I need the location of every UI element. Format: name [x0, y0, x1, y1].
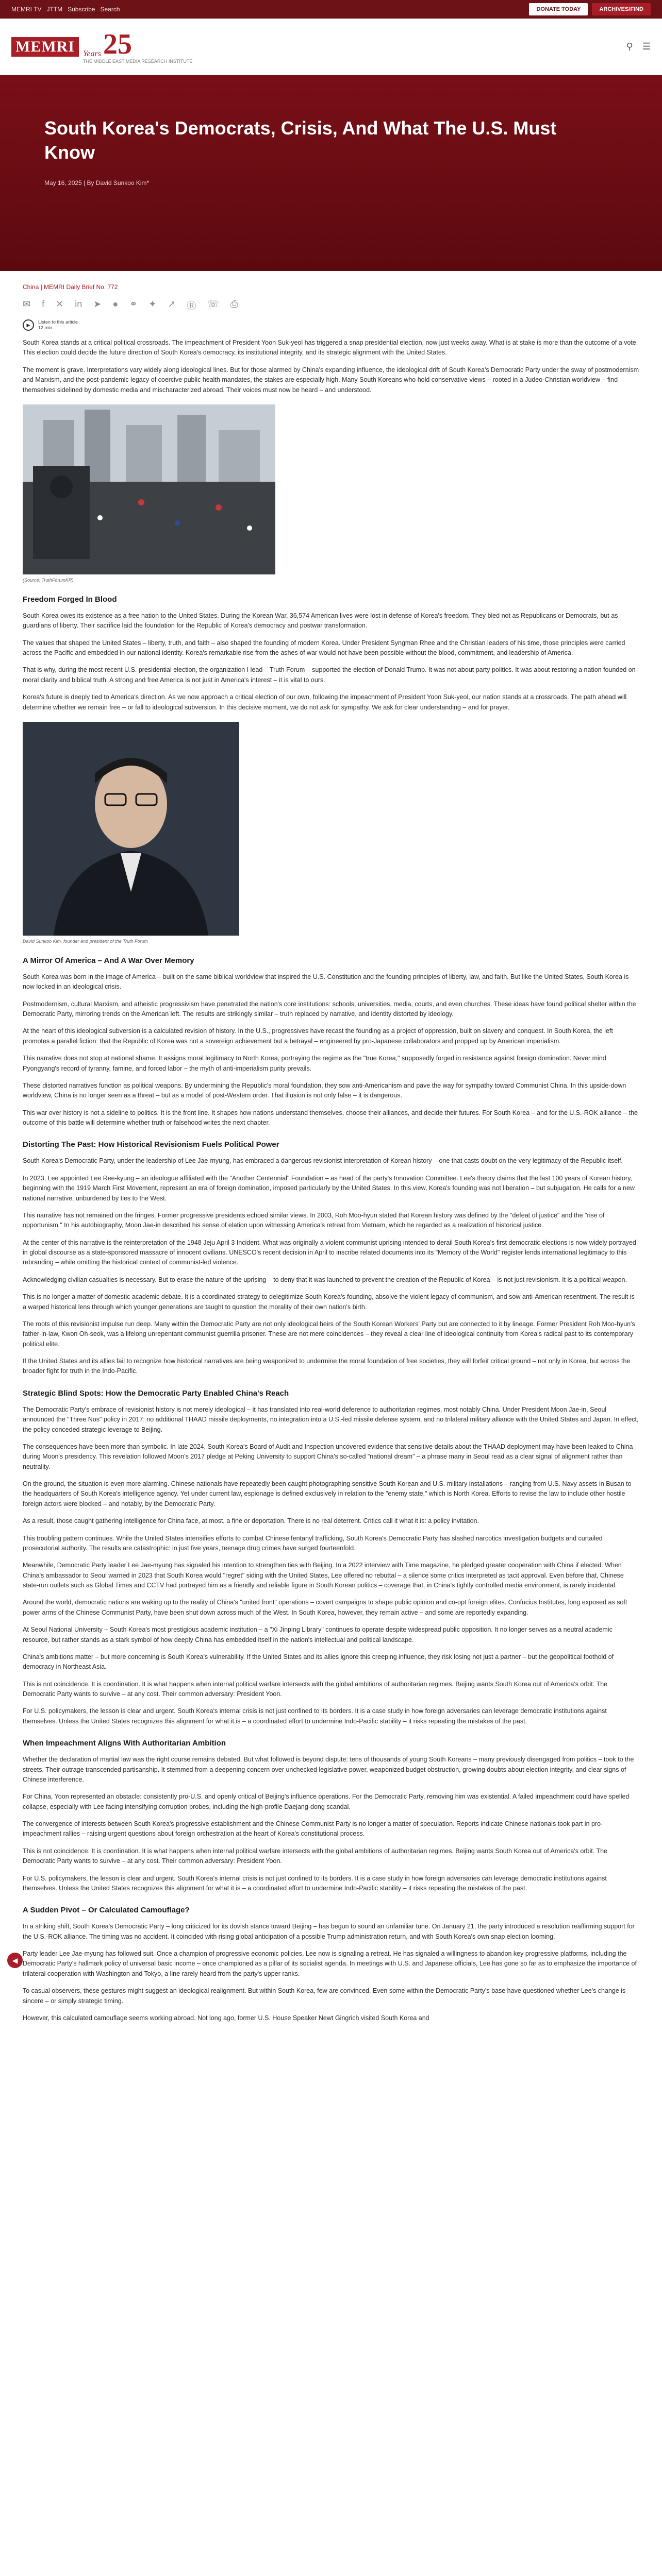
- paragraph: For U.S. policymakers, the lesson is clear and urgent. South Korea's internal crisis is not just confined to its borders. It is a case study in how foreign adversaries can leverage democratic institutions against themselves. Unless the United States recognizes this alignment for what it is – a coordinated effort to undermine Indo-Pacific stability – it risks repeating the mistakes of the past.: [23, 1874, 607, 1892]
- paragraph: However, this calculated camouflage seems working abroad. Not long ago, former U.S. House Speaker Newt Gingrich visited South Korea and: [23, 2014, 429, 2022]
- section-heading: Strategic Blind Spots: How the Democratic Party Enabled China's Reach: [23, 1388, 289, 1398]
- paragraph: The moment is grave. Interpretations vary widely along ideological lines. But for those alarmed by China's expanding influence, the ideological drift of South Korea's Democratic Party under the sway of postmodernism and Marxism, and the post-pandemic legacy of coercive public health mandates, the stakes are especially high. Many South Koreans who hold conservative views – rooted in a Judeo-Christian worldview – find themselves sidelined by domestic media and mischaracterized abroad. Their voices must now be heard – and understood.: [23, 366, 639, 394]
- paragraph: South Korea was born in the image of America – built on the same biblical worldview that inspired the U.S. Constitution and the founding principles of liberty, law, and faith. But like the United States, South Korea is now locked in an ideological crisis.: [23, 973, 629, 991]
- paragraph: For U.S. policymakers, the lesson is clear and urgent. South Korea's internal crisis is not just confined to its borders. It is a case study in how foreign adversaries can leverage democratic institutions against themselves. Unless the United States recognizes this alignment for what it is – a coordinated effort to undermine Indo-Pacific stability – it risks repeating the mistakes of the past.: [23, 1707, 607, 1725]
- facebook-icon[interactable]: f: [42, 299, 45, 309]
- paragraph: In a striking shift, South Korea's Democratic Party – long criticized for its dovish stance toward Beijing – has begun to sound an unfamiliar tune. On January 21, the party introduced a resolution reaffirming support for the U.S.-ROK alliance. The timing was no accident. It coincided with rising global anticipation of a possible Trump administration return, and with South Korea's own snap election looming.: [23, 1923, 635, 1940]
- hero-banner: [0, 75, 662, 271]
- author-photo-illustration: [23, 722, 239, 936]
- section-heading: A Sudden Pivot – Or Calculated Camouflage?: [23, 1906, 190, 1915]
- paragraph: In 2023, Lee appointed Lee Ree-kyung – an ideologue affiliated with the "Another Centennial" Foundation – as head of the party's Innovation Committee. Lee's theory claims that the last 100 years of Korean history, beginning with the 1919 March First Movement, represent an era of foreign domination, imposed particularly by the United States. In this view, Korea's founding was not liberation – but subjugation. He calls for a new national narrative, unburdened by ties to the West.: [23, 1174, 635, 1202]
- paragraph: China's ambitions matter – but more concerning is South Korea's vulnerability. If the United States and its allies ignore this creeping influence, they risk losing not just a partner – but the geopolitical foothold of democracy in Northeast Asia.: [23, 1653, 614, 1671]
- paragraph: The convergence of interests between South Korea's progressive establishment and the Chinese Communist Party is no longer a matter of speculation. Reports indicate Chinese nationals took part in pro-impeachment rallies – raising urgent questions about foreign orchestration at the heart of Korea's constitutional process.: [23, 1820, 603, 1838]
- paragraph: Acknowledging civilian casualties is necessary. But to erase the nature of the uprising – to deny that it was launched to prevent the creation of the Republic of Korea – is not just revisionism. It is a political weapon.: [23, 1276, 627, 1283]
- share-row: [23, 299, 639, 312]
- reddit-icon[interactable]: ●: [112, 299, 119, 309]
- rally-photo-illustration: [23, 404, 275, 574]
- paragraph: South Korea's Democratic Party, under the leadership of Lee Jae-myung, has embraced a dangerous revisionist interpretation of Korean history – one that casts doubt on the very legitimacy of the Republic itself.: [23, 1157, 623, 1165]
- logo-years: Years: [82, 49, 101, 58]
- paragraph: South Korea stands at a critical political crossroads. The impeachment of President Yoon Suk-yeol has triggered a snap presidential election, now just weeks away. What is at stake is more than the outcome of a vote. This election could decide the future direction of South Korea's democracy, its institutional integrity, and its strategic alignment with the United States.: [23, 339, 638, 357]
- gettr-icon[interactable]: ✦: [148, 299, 157, 309]
- utility-links: [11, 6, 120, 13]
- paragraph: To casual observers, these gestures might suggest an ideological realignment. But within South Korea, few are convinced. Even some within the Democratic Party's base have questioned whether Lee's change is sincere – or simply strategic timing.: [23, 1987, 626, 2005]
- paragraph: At the heart of this ideological subversion is a calculated revision of history. In the U.S., progressives have recast the founding as a project of oppression, built on slavery and conquest. In South Korea, the left promotes a parallel fiction: that the Republic of Korea was not a sovereign achievement but a betrayal – engineered by pro-Japanese collaborators and propped up by American imperialism.: [23, 1027, 613, 1045]
- paragraph: Meanwhile, Democratic Party leader Lee Jae-myung has signaled his intention to strengthen ties with Beijing. In a 2022 interview with Time magazine, he pledged greater cooperation with China if elected. When China's ambassador to Seoul warned in 2023 that South Korea would "regret" siding with the United States, Lee offered no rebuttal – a silence some critics interpreted as tacit approval. Even before that, Chinese state-run outlets such as Global Times and CCTV had portrayed him as a friendly and reliable figure in South Korean politics – coverage that, in China's tightly controlled media environment, is rarely incidental.: [23, 1562, 624, 1589]
- section-heading: A Mirror Of America – And A War Over Memory: [23, 956, 194, 965]
- telegram-icon[interactable]: ➤: [93, 299, 102, 309]
- article-body: [0, 271, 662, 2023]
- whatsapp-icon[interactable]: ☏: [207, 299, 219, 309]
- breadcrumb[interactable]: China | MEMRI Daily Brief No. 772: [23, 283, 118, 291]
- paragraph: This is no longer a matter of domestic academic debate. It is a coordinated strategy to delegitimize South Korea's founding, absolve the violent legacy of communism, and sow anti-American resentment. The result is a warped historical lens through which younger generations are taught to question the morality of their own nation's birth.: [23, 1293, 635, 1311]
- paragraph: This is not coincidence. It is coordination. It is what happens when internal political warfare intersects with the global ambitions of authoritarian regimes. Beijing wants South Korea out of America's orbit. The Democratic Party wants to survive – at any cost. Their common adversary: President Yoon.: [23, 1847, 607, 1865]
- paragraph: Whether the declaration of martial law was the right course remains debated. But what followed is beyond dispute: tens of thousands of young South Koreans – many previously disengaged from politics – took to the streets. Their outrage transcended partisanship. It stemmed from a deepening concern over unchecked legislative power, weaponized budget obstruction, growing doubts about election integrity, and clear signs of Chinese interference.: [23, 1756, 634, 1783]
- paragraph: This narrative does not stop at national shame. It assigns moral legitimacy to North Korea, portraying the regime as the "true Korea," supposedly forged in resistance against foreign domination. Never mind Pyongyang's record of tyranny, famine, and forced labor – the myth of anti-imperialism purity prevails.: [23, 1055, 606, 1072]
- page-title: South Korea's Democrats, Crisis, And What The U.S. Must Know: [44, 117, 557, 163]
- logo-25: 25: [103, 28, 132, 60]
- archives-button[interactable]: ARCHIVES/FIND: [592, 3, 651, 15]
- paragraph: Around the world, democratic nations are waking up to the reality of China's "united front" operations – covert campaigns to shape public opinion and co-opt foreign elites. Confucius Institutes, long exposed as soft power arms of the Chinese Communist Party, have been shut down across much of the West. In South Korea, however, they remain active – and some are reportedly expanding.: [23, 1599, 627, 1616]
- paragraph: The values that shaped the United States – liberty, truth, and faith – also shaped the founding of modern Korea. Under President Syngman Rhee and the Christian leaders of his time, those principles were carried across the Pacific and embedded in our national identity. Korea's remarkable rise from the ashes of war would not have been possible without the blood, commitment, and leadership of America.: [23, 639, 625, 656]
- util-link-memri-tv[interactable]: MEMRI TV: [11, 6, 42, 13]
- paragraph: That is why, during the most recent U.S. presidential election, the organization I lead – Truth Forum – supported the election of Donald Trump. It was not about party politics. It was about restoring a nation founded on moral clarity and biblical truth. A strong and free America is not just in America's interest – it is vital to ours.: [23, 666, 636, 684]
- paragraph: Party leader Lee Jae-myung has followed suit. Once a champion of progressive economic policies, Lee now is signaling a retreat. He has signaled a willingness to abandon key progressive platforms, including the Democratic Party's hallmark policy of universal basic income – once championed as a pillar of its socialist agenda. In meetings with U.S. and Japanese officials, Lee has gone so far as to emphasize the importance of trilateral cooperation with Washington and Tokyo, a line rarely heard from the party's upper ranks.: [23, 1950, 637, 1977]
- paragraph: This war over history is not a sideline to politics. It is the front line. It shapes how nations understand themselves, choose their alliances, and decide their futures. For South Korea – and for the U.S.-ROK alliance – the outcome of this battle will determine whether truth or falsehood writes the next chapter.: [23, 1109, 638, 1126]
- x-icon[interactable]: ✕: [56, 299, 64, 309]
- link-icon[interactable]: ⚭: [129, 299, 138, 309]
- util-link-subscribe[interactable]: Subscribe: [68, 6, 95, 13]
- listen-label: Listen to this article: [38, 319, 78, 325]
- paragraph: This narrative has not remained on the fringes. Former progressive presidents echoed similar views. In 2003, Roh Moo-hyun stated that Korean history was defined by the "defeat of justice" and the "rise of opportunism." In his autobiography, Moon Jae-in described his sense of elation upon witnessing America's retreat from Vietnam, which he regarded as a realization of historical justice.: [23, 1211, 605, 1229]
- paragraph: The Democratic Party's embrace of revisionist history is not merely ideological – it has translated into real-world deference to authoritarian regimes, most notably China. Under President Moon Jae-in, Seoul announced the "Three Nos" policy in 2017: no additional THAAD missile deployments, no integration into a U.S.-led missile defense system, and no trilateral military alliance with the United States and Japan. In effect, the policy conceded strategic leverage to Beijing.: [23, 1405, 639, 1433]
- logo-brand: MEMRI: [11, 37, 79, 57]
- paragraph: For China, Yoon represented an obstacle: consistently pro-U.S. and openly critical of Beijing's influence operations. For the Democratic Party, removing him was existential. A failed impeachment could have spelled collapse, especially with Lee facing intensifying corruption probes, including the high-profile Daejang-dong scandal.: [23, 1793, 630, 1810]
- section-heading: Freedom Forged In Blood: [23, 595, 117, 604]
- paragraph: South Korea owes its existence as a free nation to the United States. During the Korean War, 36,574 American lives were lost in defense of Korea's freedom. They bled not as Republicans or Democrats, but as guardians of liberty. Their sacrifice laid the foundation for the Republic of Korea's democracy and postwar transformation.: [23, 612, 618, 630]
- previous-arrow-icon[interactable]: ◀: [7, 1953, 23, 1968]
- paragraph: These distorted narratives function as political weapons. By undermining the Republic's moral foundation, they sow anti-Americanism and pave the way for sympathy toward Communist China. In this upside-down worldview, China is no longer seen as a threat – but as a model of post-Western order. That illusion is not only false – it is dangerous.: [23, 1081, 626, 1099]
- paragraph: If the United States and its allies fail to recognize how historical narratives are being weaponized to undermine the moral foundation of free societies, they will forfeit critical ground – not only in Korea, but across the broader fight for truth in the Indo-Pacific.: [23, 1358, 631, 1375]
- paragraph: This troubling pattern continues. While the United States intensifies efforts to combat Chinese fentanyl trafficking, South Korea's Democratic Party has slashed narcotics investigation budgets and curtailed prosecutorial authority. The results are catastrophic: in just five years, teenage drug crimes have surged fourteenfold.: [23, 1534, 603, 1552]
- search-icon[interactable]: ⚲: [626, 41, 633, 52]
- paragraph: Korea's future is deeply tied to America's direction. As we now approach a critical election of our own, following the impeachment of President Yoon Suk-yeol, our nation stands at a crossroads. The path ahead will determine whether we remain free – or fall to ideological subversion. In this decisive moment, we do not ask for sympathy. We ask for clear understanding – and for prayer.: [23, 693, 627, 711]
- logo-bar: [0, 19, 662, 75]
- pinterest-icon[interactable]: Ⓡ: [187, 301, 196, 311]
- listen-widget[interactable]: [23, 319, 639, 331]
- linkedin-icon[interactable]: in: [75, 299, 82, 309]
- paragraph: The roots of this revisionist impulse run deep. Many within the Democratic Party are not only ideological heirs of the South Korean Workers' Party but are connected to it by lineage. Former President Roh Moo-hyun's father-in-law, Kwon Oh-seok, was a lifelong unrepentant communist guerrilla prisoner. These are not mere coincidences – they reveal a clear line of ideological continuity from Korea's radical past to its contemporary political elite.: [23, 1320, 635, 1348]
- memri-logo[interactable]: [11, 30, 192, 64]
- paragraph: This is not coincidence. It is coordination. It is what happens when internal political warfare intersects with the global ambitions of authoritarian regimes. Beijing wants South Korea out of America's orbit. The Democratic Party wants to survive – at any cost. Their common adversary: President Yoon.: [23, 1680, 607, 1698]
- paragraph: As a result, those caught gathering intelligence for China face, at most, a fine or deportation. There is no real deterrent. Critics call it what it is: a policy invitation.: [23, 1517, 479, 1525]
- print-icon[interactable]: ⎙: [230, 299, 238, 309]
- paragraph: Postmodernism, cultural Marxism, and atheistic progressivism have penetrated the nation's core institutions: schools, universities, media, courts, and even churches. These ideas have found political shelter within the Democratic Party, mirroring trends on the American left. The results are strikingly similar – truth replaced by narrative, and identity distorted by ideology.: [23, 1000, 636, 1018]
- section-heading: Distorting The Past: How Historical Revisionism Fuels Political Power: [23, 1140, 279, 1149]
- logo-tagline: THE MIDDLE EAST MEDIA RESEARCH INSTITUTE: [82, 58, 193, 64]
- listen-duration: 12 min: [38, 325, 53, 330]
- article-meta: May 16, 2025 | By David Sunkoo Kim*: [44, 179, 150, 187]
- utility-bar: [0, 0, 662, 19]
- section-heading: When Impeachment Aligns With Authoritarian Ambition: [23, 1739, 226, 1748]
- paragraph: The consequences have been more than symbolic. In late 2024, South Korea's Board of Audit and Inspection uncovered evidence that sensitive details about the THAAD deployment may have been leaked to China during Moon's presidency. This revelation followed Moon's 2017 pledge at Peking University to support China's so-called "national dream" – a phrase many in Seoul read as a clear signal of alignment rather than neutrality.: [23, 1443, 633, 1470]
- donate-button[interactable]: DONATE TODAY: [529, 3, 588, 15]
- play-icon[interactable]: ▶: [23, 319, 34, 331]
- image-caption: (Source: TruthForumKR): [23, 577, 74, 583]
- util-link-jttm[interactable]: JTTM: [46, 6, 63, 13]
- util-link-search[interactable]: Search: [100, 6, 120, 13]
- paragraph: At Seoul National University – South Korea's most prestigious academic institution – a "Xi Jinping Library" continues to operate despite widespread public opposition. It no longer serves as a neutral academic resource, but rather stands as a stark symbol of how deeply China has embedded itself in the nation's intellectual and political landscape.: [23, 1626, 613, 1643]
- share-icon[interactable]: ↗: [168, 299, 176, 309]
- paragraph: At the center of this narrative is the reinterpretation of the 1948 Jeju April 3 Incident. What was originally a violent communist uprising intended to derail South Korea's first democratic elections is now widely portrayed in global discourse as a state-sponsored massacre of innocent civilians. UNESCO's recent decision in April to inscribe related documents into its "Memory of the World" register lends international legitimacy to this rebranding – while omitting the historical context of communist-led violence.: [23, 1239, 636, 1266]
- rally-photo: [23, 404, 275, 574]
- menu-icon[interactable]: ☰: [642, 41, 651, 52]
- paragraph: On the ground, the situation is even more alarming. Chinese nationals have repeatedly been caught photographing sensitive South Korean and U.S. military installations – ranging from U.S. Navy assets in Busan to the headquarters of South Korea's intelligence agency. Yet under current law, espionage is defined exclusively in relation to the "enemy state," which is North Korea. Efforts to revise the law to include other hostile foreign actors were blocked – and notably, by the Democratic Party.: [23, 1480, 632, 1507]
- author-photo: [23, 722, 239, 936]
- image-caption: David Sunkoo Kim, founder and president of the Truth Forum: [23, 938, 148, 944]
- email-icon[interactable]: ✉: [23, 299, 31, 309]
